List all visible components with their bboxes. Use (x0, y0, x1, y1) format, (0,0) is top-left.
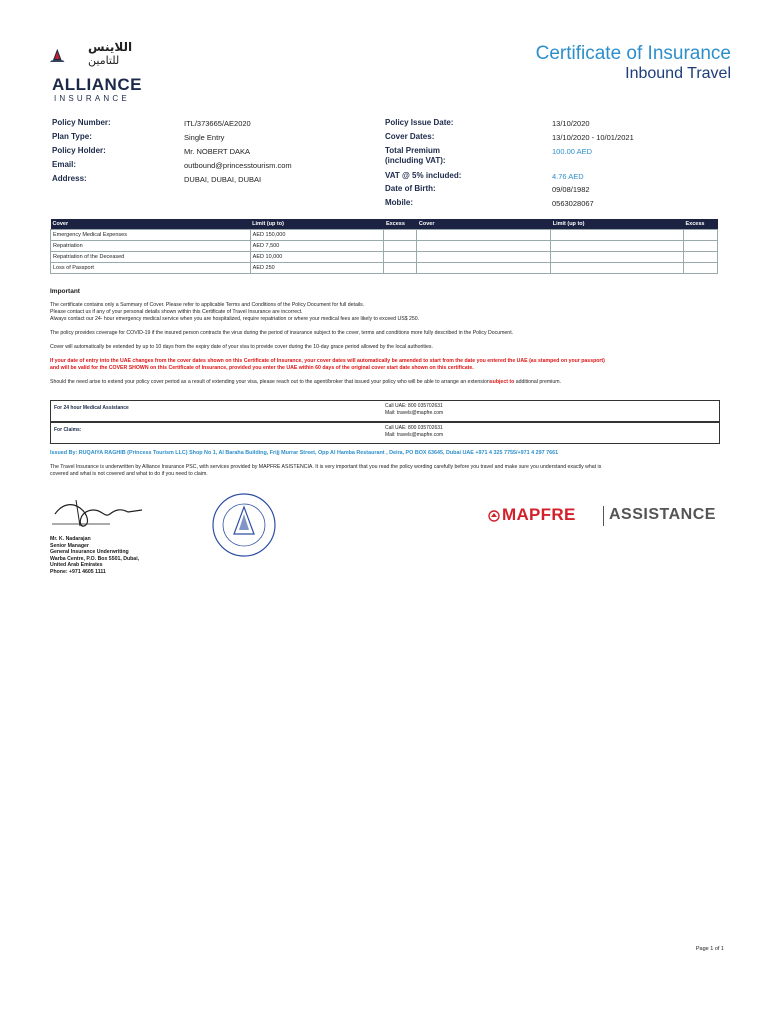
underwriting-line1: The Travel Insurance is underwritten by Alliance Insurance PSC, with services provided by MAPFRE ASISTENCIA. It is very important that you read the policy wording carefully before you travel and make sure you understand exactly what is (50, 464, 602, 470)
company-name: ALLIANCE (52, 75, 142, 94)
signatory-role: Senior Manager (50, 542, 89, 549)
page-number: Page 1 of 1 (695, 946, 724, 952)
important-p4a: If your date of entry into the UAE changes from the cover dates shown on this Certificate of Insurance, your cover dates will automatically be amended to start from the date you entered the UAE (as stamped on your passport) (50, 358, 605, 364)
claims-call: Call UAE: 800 035702631 (385, 425, 443, 431)
medical-call: Call UAE: 800 035702631 (385, 403, 443, 409)
col-limit-2: Limit (up to) (551, 219, 684, 230)
vat-label: VAT @ 5% included: (385, 171, 462, 180)
signatory-block (50, 536, 139, 576)
col-limit: Limit (up to) (250, 219, 384, 230)
premium-label-vat: (including VAT): (385, 156, 446, 165)
signatory-addr2: United Arab Emirates (50, 562, 103, 569)
email-value: outbound@princesstourism.com (184, 161, 292, 170)
mobile-value: 0563028067 (552, 199, 594, 208)
document-title: Certificate of Insurance (535, 43, 731, 64)
policy-holder-label: Policy Holder: (52, 146, 106, 155)
partner-unit: ASSISTANCE (609, 506, 716, 523)
claims-label: For Claims: (54, 427, 82, 433)
policy-holder: Mr. NOBERT DAKA (184, 147, 250, 156)
col-excess: Excess (384, 219, 417, 230)
cover-dates: 13/10/2020 - 10/01/2021 (552, 133, 634, 142)
signatory-dept: General Insurance Underwriting (50, 549, 129, 556)
col-cover: Cover (51, 219, 251, 230)
signatory-phone: Phone: +971 4605 1111 (50, 568, 106, 575)
company-seal-icon (204, 490, 284, 560)
important-p5c: additional premium. (514, 379, 561, 385)
table-row (51, 263, 718, 274)
cover-dates-label: Cover Dates: (385, 132, 435, 141)
vat-value: 4.76 AED (552, 172, 584, 181)
partner-divider (603, 506, 604, 526)
signature-icon (50, 496, 145, 530)
important-p2: The policy provides coverage for COVID-19 if the insured person contracts the virus during the period of insurance subject to the cover, terms and conditions more fully described in the Policy Document. (50, 330, 514, 336)
table-row (51, 252, 718, 263)
medical-assistance-label: For 24 hour Medical Assistance (54, 405, 129, 411)
policy-number: ITL/373665/AE2020 (184, 119, 251, 128)
company-name-arabic-2: للتامين (88, 54, 120, 67)
cover-limit: AED 250 (250, 263, 384, 274)
dob-label: Date of Birth: (385, 184, 436, 193)
alliance-logo-icon (50, 40, 90, 80)
total-premium: 100.00 AED (552, 147, 593, 156)
important-p5b: subject to (489, 379, 515, 385)
cover-limit: AED 10,000 (250, 252, 384, 263)
partner-brand: MAPFRE (502, 505, 576, 524)
cover-limit: AED 150,000 (250, 230, 384, 241)
document-subtitle: Inbound Travel (625, 65, 731, 82)
important-p4b: and will be valid for the COVER SHOWN on this Certificate of Insurance, provided you enter the UAE within 60 days of the original cover start date shown on this certificate. (50, 365, 474, 371)
company-subname: INSURANCE (54, 94, 130, 103)
table-row (51, 241, 718, 252)
plan-type: Single Entry (184, 133, 225, 142)
table-row (51, 230, 718, 241)
plan-type-label: Plan Type: (52, 132, 92, 141)
mobile-label: Mobile: (385, 198, 413, 207)
premium-label: Total Premium (385, 146, 440, 155)
signatory-name: Mr. K. Nadarajan (50, 536, 91, 542)
claims-mail: Mail: travels@mapfre.com (385, 432, 444, 438)
cover-table-header (51, 219, 718, 230)
claims-box (50, 422, 720, 444)
col-cover-2: Cover (417, 219, 551, 230)
mapfre-logo-icon (488, 510, 500, 522)
email-label: Email: (52, 160, 77, 169)
medical-assistance-box (50, 400, 720, 422)
underwriting-line2: covered and what is not covered and what to do if you need to claim. (50, 471, 208, 477)
important-p1c: Always contact our 24- hour emergency medical service when you are hospitalized, require repatriation or where your medical fees are likely to exceed US$ 250. (50, 316, 420, 322)
company-name-arabic: اللاينس (88, 40, 133, 54)
important-p1a: The certificate contains only a Summary of Cover. Please refer to applicable Terms and Conditions of the Policy Document for full details. (50, 302, 365, 308)
policy-number-label: Policy Number: (52, 118, 111, 127)
issue-date: 13/10/2020 (552, 119, 590, 128)
cover-name: Repatriation of the Deceased (51, 252, 251, 263)
cover-name: Emergency Medical Expenses (51, 230, 251, 241)
important-p5a: Should the need arise to extend your policy cover period as a result of extending your visa, please reach out to the agent/broker that issued your policy who will be able to arrange an extension (50, 379, 490, 385)
col-excess-2: Excess (683, 219, 717, 230)
medical-mail: Mail: travels@mapfre.com (385, 410, 444, 416)
important-p1b: Please contact us if any of your personal details shown within this Certificate of Travel Insurance are incorrect. (50, 309, 303, 315)
cover-name: Loss of Passport (51, 263, 251, 274)
cover-name: Repatriation (51, 241, 251, 252)
cover-limit: AED 7,500 (250, 241, 384, 252)
issue-date-label: Policy Issue Date: (385, 118, 454, 127)
important-heading: Important (50, 288, 80, 295)
signatory-addr1: Warba Centre, P.O. Box 5501, Dubai, (50, 555, 140, 562)
important-p3: Cover will automatically be extended by up to 10 days from the expiry date of your visa to provide cover during the 10-day grace period allowed by the local authorities. (50, 344, 433, 350)
issued-by: Issued By: RUQAIYA RAGHIB (Princess Tourism LLC) Shop No 1, Al Baraha Building, Frijj Murrar Street, Opp Al Hamba Restaurant , Deira, PO BOX 63645, Dubai UAE +971 4 325 7755/+971 4 297 7661 (50, 450, 559, 456)
address-value: DUBAI, DUBAI, DUBAI (184, 175, 262, 184)
cover-table (50, 219, 718, 274)
address-label: Address: (52, 174, 87, 183)
dob-value: 09/08/1982 (552, 185, 590, 194)
important-p5 (50, 379, 720, 385)
